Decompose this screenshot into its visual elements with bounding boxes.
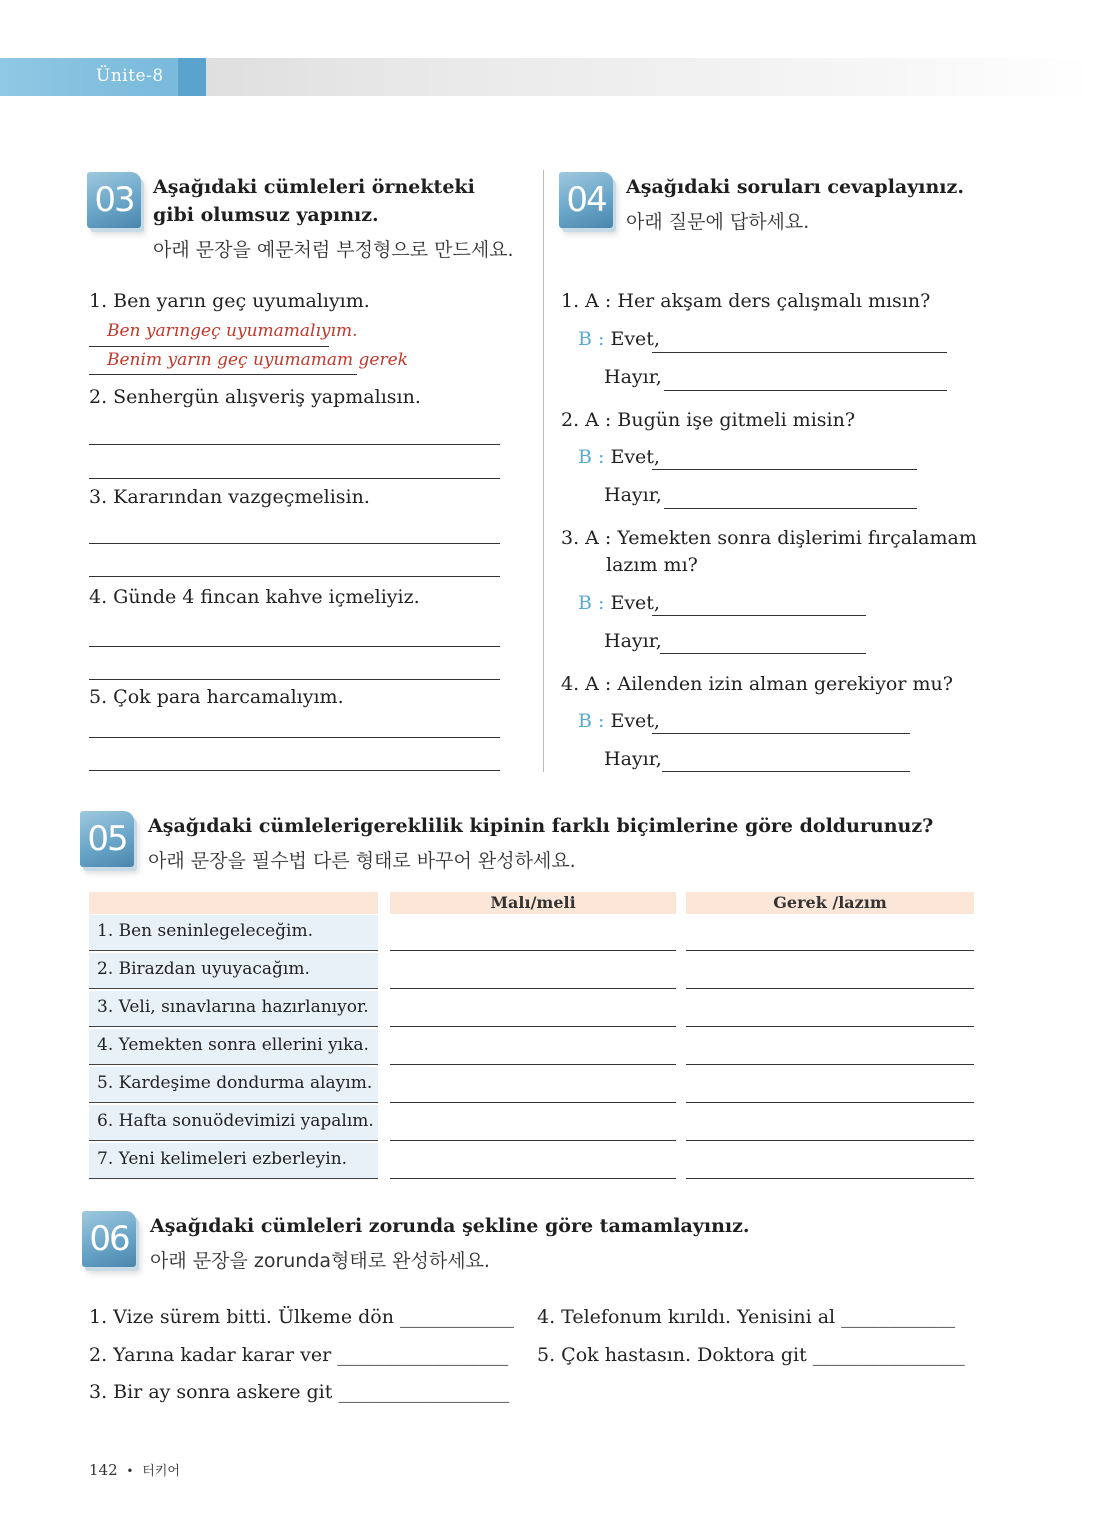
unit-tab-edge [178, 58, 206, 96]
exercise-05-badge: 05 [80, 811, 134, 867]
answer-line[interactable] [652, 733, 910, 734]
answer-line[interactable] [652, 469, 917, 470]
answer-line[interactable] [89, 444, 500, 445]
answer-line[interactable] [390, 1026, 676, 1027]
table-row: 2. Birazdan uyuyacağım. [89, 953, 378, 989]
ex06-item-2: 2. Yarına kadar karar ver __________________ [89, 1344, 509, 1366]
answer-line[interactable] [89, 770, 500, 771]
table-header-gerek-lazim: Gerek /lazım [686, 892, 974, 914]
ex03-example-answer-2: Benim yarın geç uyumamam gerek [107, 350, 408, 370]
unit-label: Ünite-8 [96, 66, 164, 86]
ex04-question-3: 3. A : Yemekten sonra dişlerimi fırçalamam [561, 527, 977, 549]
answer-line[interactable] [390, 1140, 676, 1141]
exercise-06-title: Aşağıdaki cümleleri zorunda şekline göre tamamlayınız. [150, 1215, 750, 1237]
ex04-question-3-cont: lazım mı? [606, 554, 698, 576]
page-number: 142 [89, 1461, 118, 1479]
table-row: 3. Veli, sınavlarına hazırlanıyor. [89, 991, 378, 1027]
ex04-q1-evet: B : Evet, [578, 328, 660, 350]
ex04-q4-evet: B : Evet, [578, 710, 660, 732]
exercise-04-badge: 04 [559, 172, 613, 228]
answer-line[interactable] [89, 646, 500, 647]
ex03-item-2: 2. Senhergün alışveriş yapmalısın. [89, 386, 421, 408]
ex03-item-3: 3. Kararından vazgeçmelisin. [89, 486, 370, 508]
answer-line[interactable] [89, 543, 500, 544]
table-header-blank [89, 892, 378, 914]
book-title: 터키어 [142, 1464, 180, 1479]
ex03-item-4: 4. Günde 4 fincan kahve içmeliyiz. [89, 586, 420, 608]
table-header-mali-meli: Malı/meli [390, 892, 676, 914]
answer-line[interactable] [686, 1140, 974, 1141]
exercise-05-instruction: 아래 문장을 필수법 다른 형태로 바꾸어 완성하세요. [148, 850, 576, 872]
answer-line[interactable] [390, 988, 676, 989]
ex06-item-5: 5. Çok hastasın. Doktora git ________________ [537, 1344, 965, 1366]
answer-line[interactable] [390, 1178, 676, 1179]
table-row: 6. Hafta sonuödevimizi yapalım. [89, 1105, 378, 1141]
exercise-04-instruction: 아래 질문에 답하세요. [626, 211, 810, 233]
ex04-question-1: 1. A : Her akşam ders çalışmalı mısın? [561, 290, 931, 312]
ex04-q2-evet: B : Evet, [578, 446, 660, 468]
answer-line[interactable] [89, 737, 500, 738]
answer-line[interactable] [686, 1026, 974, 1027]
answer-line[interactable] [89, 576, 500, 577]
ex04-q3-hayir: Hayır, [604, 630, 662, 652]
answer-line[interactable] [89, 374, 357, 375]
answer-line[interactable] [686, 1064, 974, 1065]
exercise-04-title: Aşağıdaki soruları cevaplayınız. [626, 176, 964, 198]
exercise-06-badge: 06 [82, 1211, 136, 1267]
page-footer [89, 1460, 180, 1479]
answer-line[interactable] [652, 352, 947, 353]
answer-line[interactable] [390, 950, 676, 951]
ex04-q4-hayir: Hayır, [604, 748, 662, 770]
answer-line[interactable] [89, 346, 329, 347]
ex03-item-1: 1. Ben yarın geç uyumalıyım. [89, 290, 370, 312]
answer-line[interactable] [662, 771, 910, 772]
table-row: 4. Yemekten sonra ellerini yıka. [89, 1029, 378, 1065]
answer-line[interactable] [664, 390, 947, 391]
answer-line[interactable] [686, 950, 974, 951]
ex06-item-1: 1. Vize sürem bitti. Ülkeme dön ____________ [89, 1306, 514, 1328]
exercise-06-instruction: 아래 문장을 zorunda형태로 완성하세요. [150, 1250, 490, 1272]
ex04-q2-hayir: Hayır, [604, 484, 662, 506]
answer-line[interactable] [686, 1178, 974, 1179]
ex04-question-4: 4. A : Ailenden izin alman gerekiyor mu? [561, 673, 953, 695]
exercise-05-title: Aşağıdaki cümlelerigereklilik kipinin farklı biçimlerine göre doldurunuz? [148, 815, 934, 837]
ex03-item-5: 5. Çok para harcamalıyım. [89, 686, 344, 708]
exercise-03-badge: 03 [87, 172, 141, 228]
ex06-item-4: 4. Telefonum kırıldı. Yenisini al ____________ [537, 1306, 956, 1328]
answer-line[interactable] [390, 1102, 676, 1103]
answer-line[interactable] [686, 1102, 974, 1103]
answer-line[interactable] [89, 478, 500, 479]
footer-bullet: • [126, 1464, 134, 1478]
exercise-03-instruction: 아래 문장을 예문처럼 부정형으로 만드세요. [153, 239, 514, 261]
ex04-q1-hayir: Hayır, [604, 366, 662, 388]
table-row: 7. Yeni kelimeleri ezberleyin. [89, 1143, 378, 1179]
answer-line[interactable] [652, 615, 866, 616]
exercise-03-title-line1: Aşağıdaki cümleleri örnekteki [153, 176, 475, 198]
answer-line[interactable] [390, 1064, 676, 1065]
table-row: 1. Ben seninlegeleceğim. [89, 915, 378, 951]
exercise-03-title-line2: gibi olumsuz yapınız. [153, 204, 379, 226]
ex03-example-answer-1: Ben yarıngeç uyumamalıyım. [107, 321, 358, 341]
answer-line[interactable] [89, 679, 500, 680]
answer-line[interactable] [664, 508, 917, 509]
answer-line[interactable] [660, 653, 866, 654]
table-row: 5. Kardeşime dondurma alayım. [89, 1067, 378, 1103]
answer-line[interactable] [686, 988, 974, 989]
ex04-question-2: 2. A : Bugün işe gitmeli misin? [561, 409, 856, 431]
ex04-q3-evet: B : Evet, [578, 592, 660, 614]
column-divider [543, 170, 544, 772]
ex06-item-3: 3. Bir ay sonra askere git __________________ [89, 1381, 510, 1403]
unit-tab [0, 58, 206, 96]
